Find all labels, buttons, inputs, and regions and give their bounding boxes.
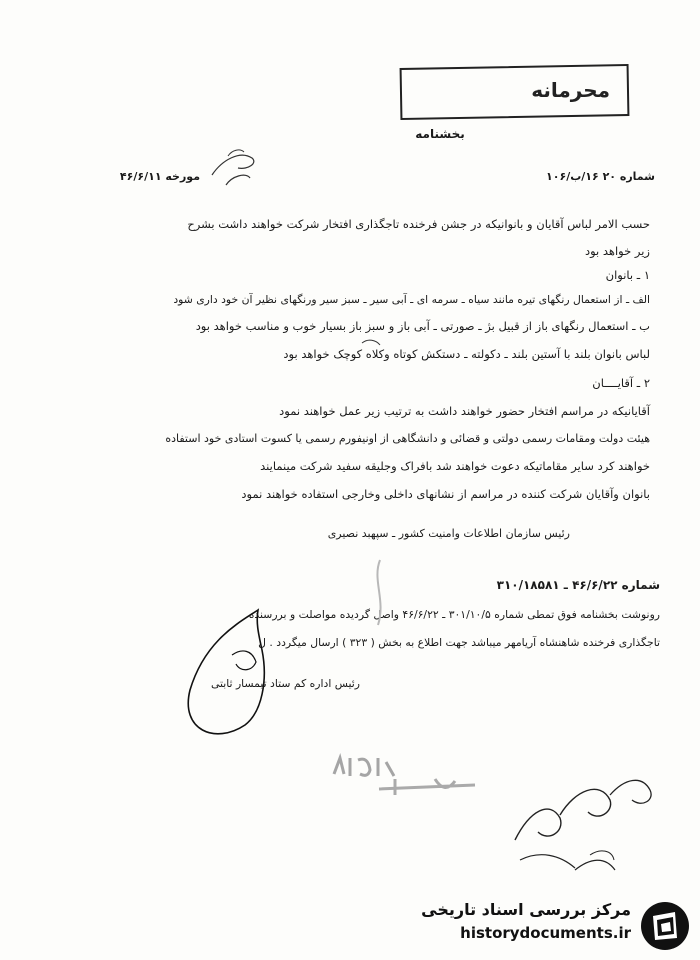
document-title: بخشنامه — [415, 127, 465, 141]
signature-line: رئیس سازمان اطلاعات وامنیت کشور ـ سپهبد نصیری — [327, 527, 570, 540]
secondary-signature: رئیس اداره کم ستاد تیمسار ثابتی — [210, 677, 360, 690]
body-line-3: ۱ ـ بانوان — [605, 268, 650, 282]
stamp-text: محرمانه — [531, 78, 610, 102]
archive-name: مرکز بررسی اسناد تاریخی — [421, 900, 631, 919]
document-number: شماره ۲۰ ۱۶/ب/۱۰۶ — [546, 170, 655, 183]
body-line-7: ۲ ـ آقایــــان — [592, 376, 650, 390]
body-line-4: الف ـ از استعمال رنگهای تیره مانند سیاه ـ سرمه ای ـ آبی سیر ـ سبز سیر ورنگهای نظیر آن خود داری شود — [173, 293, 650, 306]
body-line-2: زیر خواهد بود — [584, 244, 650, 258]
body-line-8: آقایانیکه در مراسم افتخار حضور خواهند داشت به ترتیب زیر عمل خواهند نمود — [279, 404, 650, 418]
body-line-9: هیئت دولت ومقامات رسمی دولتی و قضائی و دانشگاهی از اونیفورم رسمی یا کسوت استادی خود استفاده — [165, 432, 650, 445]
document-date: مورخه ۴۶/۶/۱۱ — [119, 170, 200, 183]
body-line-1: حسب الامر لباس آقایان و بانوانیکه در جشن فرخنده تاجگذاری افتخار شرکت خواهند داشت بشرح — [187, 217, 650, 231]
archive-emblem-icon — [639, 900, 691, 952]
body-line-10: خواهند کرد سایر مقاماتیکه دعوت خواهند شد بافراک وجلیقه سفید شرکت مینمایند — [260, 459, 650, 473]
body-line-11: بانوان وآقایان شرکت کننده در مراسم از نشانهای داخلی وخارجی استفاده خواهند نمود — [241, 487, 650, 501]
copy-line-2: تاجگذاری فرخنده شاهنشاه آریامهر میباشد جهت اطلاع به بخش ( ۳۲۳ ) ارسال میگردد . ل — [258, 636, 660, 649]
archive-website: historydocuments.ir — [460, 924, 631, 942]
body-line-6: لباس بانوان بلند با آستین بلند ـ دکولته ـ دستکش کوتاه وکلاه کوچک خواهد بود — [283, 347, 650, 361]
archive-logo — [410, 896, 695, 956]
body-line-5: ب ـ استعمال رنگهای باز از قبیل بژ ـ صورتی ـ آبی باز و سبز باز بسیار خوب و مناسب خواهد بود — [195, 319, 650, 333]
copy-line-1: رونوشت بخشنامه فوق تمطی شماره ۳۰۱/۱۰/۵ ـ ۴۶/۶/۲۲ واصل گردیده مواصلت و بررسنده — [248, 608, 660, 621]
secondary-number: شماره ۴۶/۶/۲۲ ـ ۳۱۰/۱۸۵۸۱ — [496, 578, 660, 592]
